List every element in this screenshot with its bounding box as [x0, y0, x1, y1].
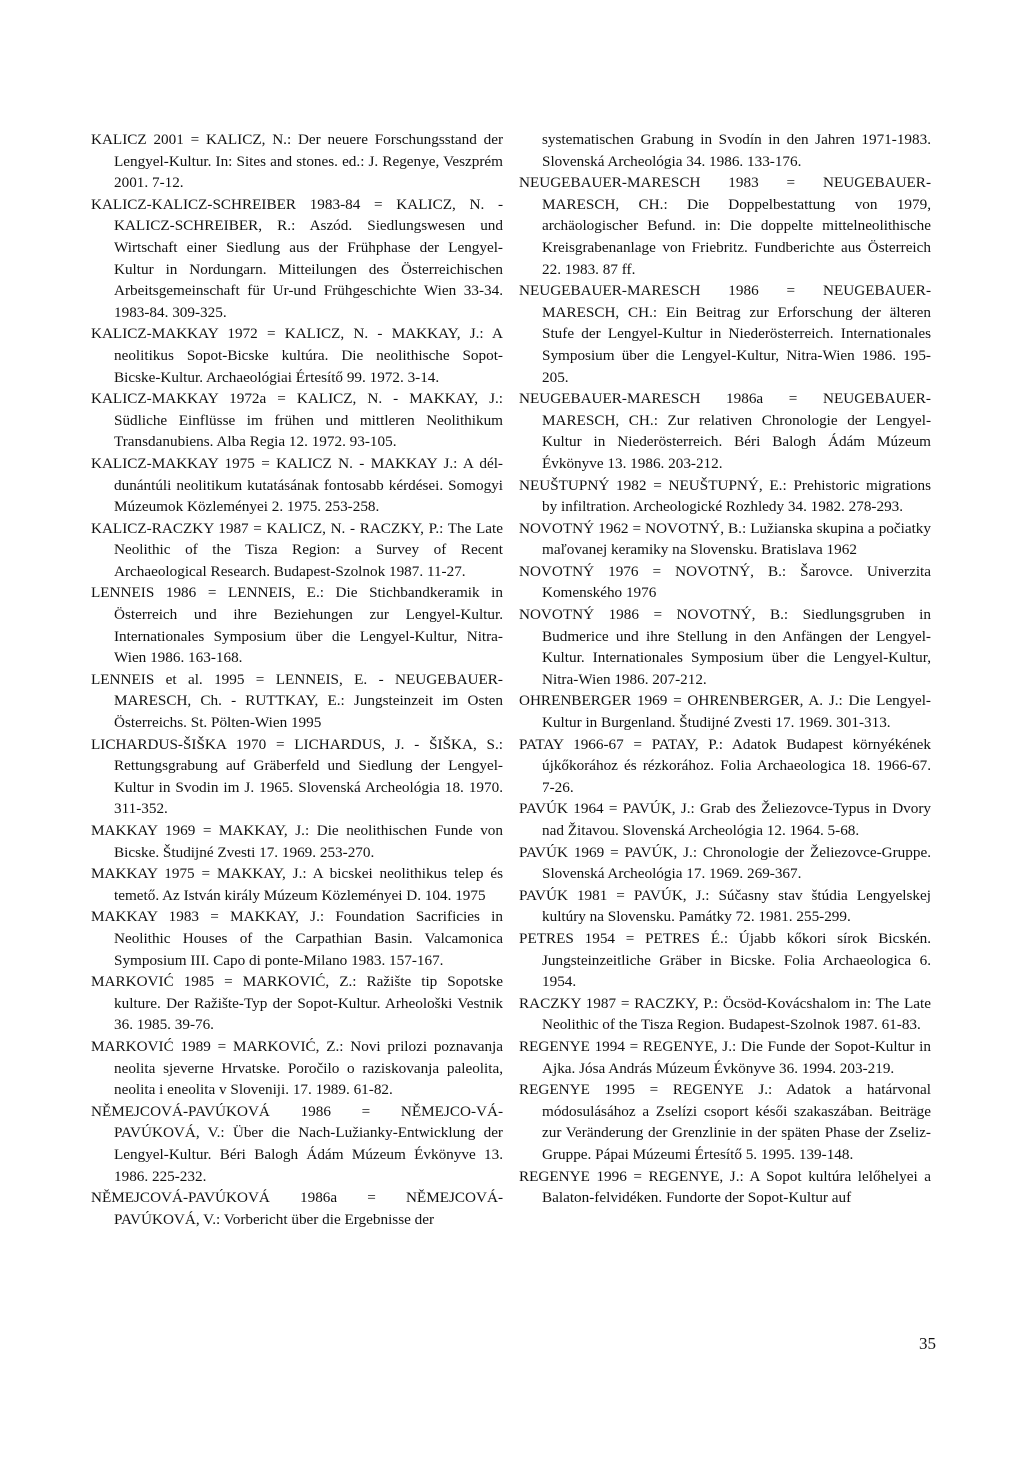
- reference-entry: LICHARDUS-ŠIŠKA 1970 = LICHARDUS, J. - ŠIŠKA, S.: Rettungsgrabung auf Gräberfeld und Siedlung der Lengyel-Kultur in Svodin im J. 1965. Slovenská Archeológia 18. 1970. 311-352.: [91, 735, 503, 818]
- reference-entry: MAKKAY 1975 = MAKKAY, J.: A bicskei neolithikus telep és temető. Az István király Múzeum Közleményei D. 104. 1975: [91, 865, 503, 904]
- reference-entry: PAVÚK 1969 = PAVÚK, J.: Chronologie der Želiezovce-Gruppe. Slovenská Archeológia 17. 1969. 269-367.: [519, 843, 931, 883]
- reference-entry: MARKOVIĆ 1989 = MARKOVIĆ, Z.: Novi prilozi poznavanja neolita sjeverne Hrvatske. Poročilo o raziskovanja paleolita, neolita i eneolita v Sloveniji. 17. 1989. 61-82.: [91, 1037, 503, 1099]
- reference-entry: NĚMEJCOVÁ-PAVÚKOVÁ 1986a = NĚMEJCOVÁ-PAVÚKOVÁ, V.: Vorbericht über die Ergebnisse der: [91, 1189, 503, 1228]
- reference-entry: PAVÚK 1981 = PAVÚK, J.: Súčasny stav štúdia Lengyelskej kultúry na Slovensku. Památky 72. 1981. 255-299.: [519, 886, 931, 926]
- reference-entry: NEUGEBAUER-MARESCH 1986 = NEUGEBAUER-MARESCH, CH.: Ein Beitrag zur Erforschung der älteren Stufe der Lengyel-Kultur in Niederösterreich. Internationales Symposium über die Lengyel-Kultur, Nitra-Wien 1986. 195-205.: [519, 282, 931, 386]
- reference-entry: NEUŠTUPNÝ 1982 = NEUŠTUPNÝ, E.: Prehistoric migrations by infiltration. Archeologické Rozhledy 34. 1982. 278-293.: [519, 476, 931, 516]
- reference-entry: NĚMEJCOVÁ-PAVÚKOVÁ 1986 = NĚMEJCO-VÁ-PAVÚKOVÁ, V.: Über die Nach-Lužianky-Entwicklung der Lengyel-Kultur. Béri Balogh Ádám Múzeum Évkönyve 13. 1986. 225-232.: [91, 1102, 503, 1185]
- reference-entry: KALICZ-MAKKAY 1972 = KALICZ, N. - MAKKAY, J.: A neolitikus Sopot-Bicske kultúra. Die neolithische Sopot-Bicske-Kultur. Archaeológiai Értesítő 99. 1972. 3-14.: [91, 325, 503, 386]
- page-number: 35: [919, 1334, 936, 1353]
- reference-entry: NOVOTNÝ 1976 = NOVOTNÝ, B.: Šarovce. Univerzita Komenského 1976: [519, 562, 931, 602]
- reference-entry: OHRENBERGER 1969 = OHRENBERGER, A. J.: Die Lengyel-Kultur in Burgenland. Študijné Zvesti 17. 1969. 301-313.: [519, 692, 931, 732]
- reference-entry: KALICZ-KALICZ-SCHREIBER 1983-84 = KALICZ, N. - KALICZ-SCHREIBER, R.: Aszód. Siedlungswesen und Wirtschaft einer Siedlung aus der Frühphase der Lengyel-Kultur in Nordungarn. Mitteilungen des Österreichischen Arbeitsgemeinschaft für Ur-und Frühgeschichte Wien 33-34. 1983-84. 309-325.: [91, 195, 503, 321]
- reference-entry: RACZKY 1987 = RACZKY, P.: Öcsöd-Kovácshalom in: The Late Neolithic of the Tisza Region. Budapest-Szolnok 1987. 61-83.: [519, 994, 931, 1034]
- reference-entry: MAKKAY 1969 = MAKKAY, J.: Die neolithischen Funde von Bicske. Študijné Zvesti 17. 1969. 253-270.: [91, 822, 503, 861]
- bibliography-right-column: [519, 129, 931, 1209]
- reference-entry: NOVOTNÝ 1986 = NOVOTNÝ, B.: Siedlungsgruben in Budmerice und ihre Stellung in den Anfängen der Lengyel-Kultur. Internationales Symposium über die Lengyel-Kultur, Nitra-Wien 1986. 207-212.: [519, 606, 931, 688]
- reference-entry: REGENYE 1994 = REGENYE, J.: Die Funde der Sopot-Kultur in Ajka. Jósa András Múzeum Évkönyve 36. 1994. 203-219.: [519, 1037, 931, 1077]
- reference-entry: PATAY 1966-67 = PATAY, P.: Adatok Budapest környékének újkőkorához és rézkorához. Folia Archaeologica 18. 1966-67. 7-26.: [519, 735, 931, 796]
- reference-entry: KALICZ-MAKKAY 1972a = KALICZ, N. - MAKKAY, J.: Südliche Einflüsse im frühen und mittleren Neolithikum Transdanubiens. Alba Regia 12. 1972. 93-105.: [91, 390, 503, 451]
- reference-entry: PETRES 1954 = PETRES É.: Újabb kőkori sírok Bicskén. Jungsteinzeitliche Gräber in Bicske. Folia Archaeologica 6. 1954.: [519, 929, 931, 991]
- reference-entry: REGENYE 1995 = REGENYE J.: Adatok a határvonal módosulásához a Zselízi csoport késői szakaszában. Beiträge zur Veränderung der Grenzlinie in der späten Phase der Zseliz-Gruppe. Pápai Múzeumi Értesítő 5. 1995. 139-148.: [519, 1081, 931, 1163]
- reference-entry: NEUGEBAUER-MARESCH 1986a = NEUGEBAUER-MARESCH, CH.: Zur relativen Chronologie der Lengyel-Kultur in Niederösterreich. Béri Balogh Ádám Múzeum Évkönyve 13. 1986. 203-212.: [519, 390, 931, 472]
- reference-entry: MARKOVIĆ 1985 = MARKOVIĆ, Z.: Ražište tip Sopotske kulture. Der Ražište-Typ der Sopot-Kultur. Arheološki Vestnik 36. 1985. 39-76.: [91, 973, 503, 1034]
- reference-entry: KALICZ-MAKKAY 1975 = KALICZ N. - MAKKAY J.: A dél-dunántúli neolitikum kutatásának fontosabb kérdései. Somogyi Múzeumok Közleményei 2. 1975. 253-258.: [91, 454, 503, 516]
- reference-entry: MAKKAY 1983 = MAKKAY, J.: Foundation Sacrificies in Neolithic Houses of the Carpathian Basin. Valcamonica Symposium III. Capo di ponte-Milano 1983. 157-167.: [91, 908, 503, 969]
- reference-entry: LENNEIS 1986 = LENNEIS, E.: Die Stichbandkeramik in Österreich und ihre Beziehungen zur Lengyel-Kultur. Internationales Symposium über die Lengyel-Kultur, Nitra-Wien 1986. 163-168.: [91, 584, 503, 667]
- bibliography-left-column: [91, 129, 503, 1230]
- reference-entry: KALICZ-RACZKY 1987 = KALICZ, N. - RACZKY, P.: The Late Neolithic of the Tisza Region: a Survey of Recent Archaeological Research. Budapest-Szolnok 1987. 11-27.: [91, 519, 503, 580]
- reference-entry-continuation: systematischen Grabung in Svodín in den Jahren 1971-1983. Slovenská Archeológia 34. 1986. 133-176.: [542, 131, 931, 170]
- reference-entry: LENNEIS et al. 1995 = LENNEIS, E. - NEUGEBAUER-MARESCH, Ch. - RUTTKAY, E.: Jungsteinzeit im Osten Österreichs. St. Pölten-Wien 1995: [91, 670, 503, 732]
- reference-entry: NOVOTNÝ 1962 = NOVOTNÝ, B.: Lužianska skupina a počiatky maľovanej keramiky na Slovensku. Bratislava 1962: [519, 519, 931, 559]
- reference-entry: KALICZ 2001 = KALICZ, N.: Der neuere Forschungsstand der Lengyel-Kultur. In: Sites and stones. ed.: J. Regenye, Veszprém 2001. 7-12.: [91, 131, 503, 192]
- reference-entry: NEUGEBAUER-MARESCH 1983 = NEUGEBAUER-MARESCH, CH.: Die Doppelbestattung von 1979, archäologischer Befund. in: Die doppelte mittelneolithische Kreisgrabenanlage von Friebritz. Fundberichte aus Österreich 22. 1983. 87 ff.: [519, 174, 931, 278]
- reference-entry: PAVÚK 1964 = PAVÚK, J.: Grab des Želiezovce-Typus in Dvory nad Žitavou. Slovenská Archeológia 12. 1964. 5-68.: [519, 800, 931, 839]
- reference-entry: REGENYE 1996 = REGENYE, J.: A Sopot kultúra lelőhelyei a Balaton-felvidéken. Fundorte der Sopot-Kultur auf: [519, 1167, 931, 1207]
